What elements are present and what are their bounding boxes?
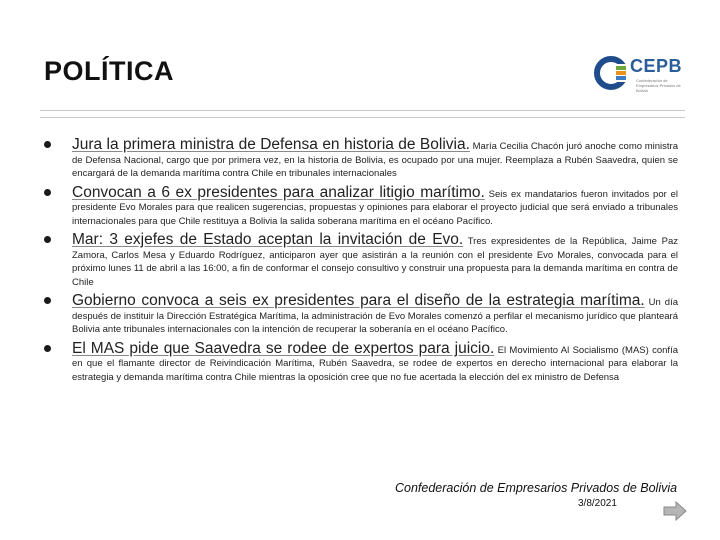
logo-subtitle: Confederación de Empresarios Privados de Bolivia <box>636 78 681 93</box>
bullet-icon <box>44 297 51 304</box>
bullet-icon <box>44 189 51 196</box>
footer-organization: Confederación de Empresarios Privados de Bolivia <box>395 481 678 495</box>
news-item <box>40 339 678 385</box>
news-item <box>40 183 678 229</box>
news-headline[interactable]: Jura la primera ministra de Defensa en historia de Bolivia. <box>72 136 470 153</box>
bullet-icon <box>44 141 51 148</box>
news-item <box>40 233 678 289</box>
news-body: Seis ex mandatarios fueron invitados por el presidente Evo Morales para que realicen sugerencias, propuestas y opiniones para elaborar el proyecto judicial que será enviado a tribunales internacionales para que Chile restituya a Bolivia la salida soberana marítima en el océano Pacífico. <box>72 188 678 227</box>
news-body: El Movimiento Al Socialismo (MAS) confía en que el flamante director de Reivindicación Marítima, Rubén Saavedra, se rodee de expertos en derecho internacional para elaborar la estrategia y demanda marítima contra Chile mientras la oposición cree que no fue acertada la elección del ex ministro de Defensa <box>72 344 678 383</box>
slide-title: POLÍTICA <box>44 56 174 86</box>
news-item <box>40 294 678 337</box>
cepb-logo-icon <box>594 56 628 90</box>
news-list <box>40 138 678 389</box>
header-divider <box>40 110 685 111</box>
bullet-icon <box>44 345 51 352</box>
news-body: María Cecilia Chacón juró anoche como ministra de Defensa Nacional, cargo que por primera vez, en la historia de Bolivia, es ocupado por una mujer. Reemplaza a Rubén Saavedra, quien se encargará de la demanda marítima contra Chile en tribunales internacionales <box>72 141 678 179</box>
news-body: Un día después de instituir la Dirección Estratégica Marítima, la administración de Evo Morales comenzó a perfilar el mecanismo jurídico que planteará Bolivia ante tribunales internacionales con la intención de recuperar la soberanía en el océano Pacífico. <box>72 297 678 335</box>
news-headline[interactable]: Mar: 3 exjefes de Estado aceptan la invitación de Evo. <box>72 231 464 248</box>
bullet-icon <box>44 236 51 243</box>
news-headline[interactable]: El MAS pide que Saavedra se rodee de expertos para juicio. <box>72 339 495 357</box>
next-arrow-icon[interactable] <box>662 501 688 521</box>
logo-wordmark: CEPB <box>630 56 683 76</box>
cepb-logo <box>594 56 686 92</box>
header-divider-secondary <box>40 117 685 118</box>
news-item <box>40 138 678 181</box>
news-headline[interactable]: Convocan a 6 ex presidentes para analizar litigio marítimo. <box>72 183 485 201</box>
footer-date: 3/8/2021 <box>578 498 617 509</box>
news-body: Tres expresidentes de la República, Jaime Paz Zamora, Carlos Mesa y Eduardo Rodríguez, anticiparon ayer que asistirán a la reunión con el presidente Evo Morales, convocada para el próximo lunes 11 de abril a las 16:00, a fin de conformar el consejo consultivo y construir una propuesta para la demanda marítima en contra de Chile <box>72 236 678 288</box>
news-headline[interactable]: Gobierno convoca a seis ex presidentes para el diseño de la estrategia marítima. <box>72 292 645 309</box>
